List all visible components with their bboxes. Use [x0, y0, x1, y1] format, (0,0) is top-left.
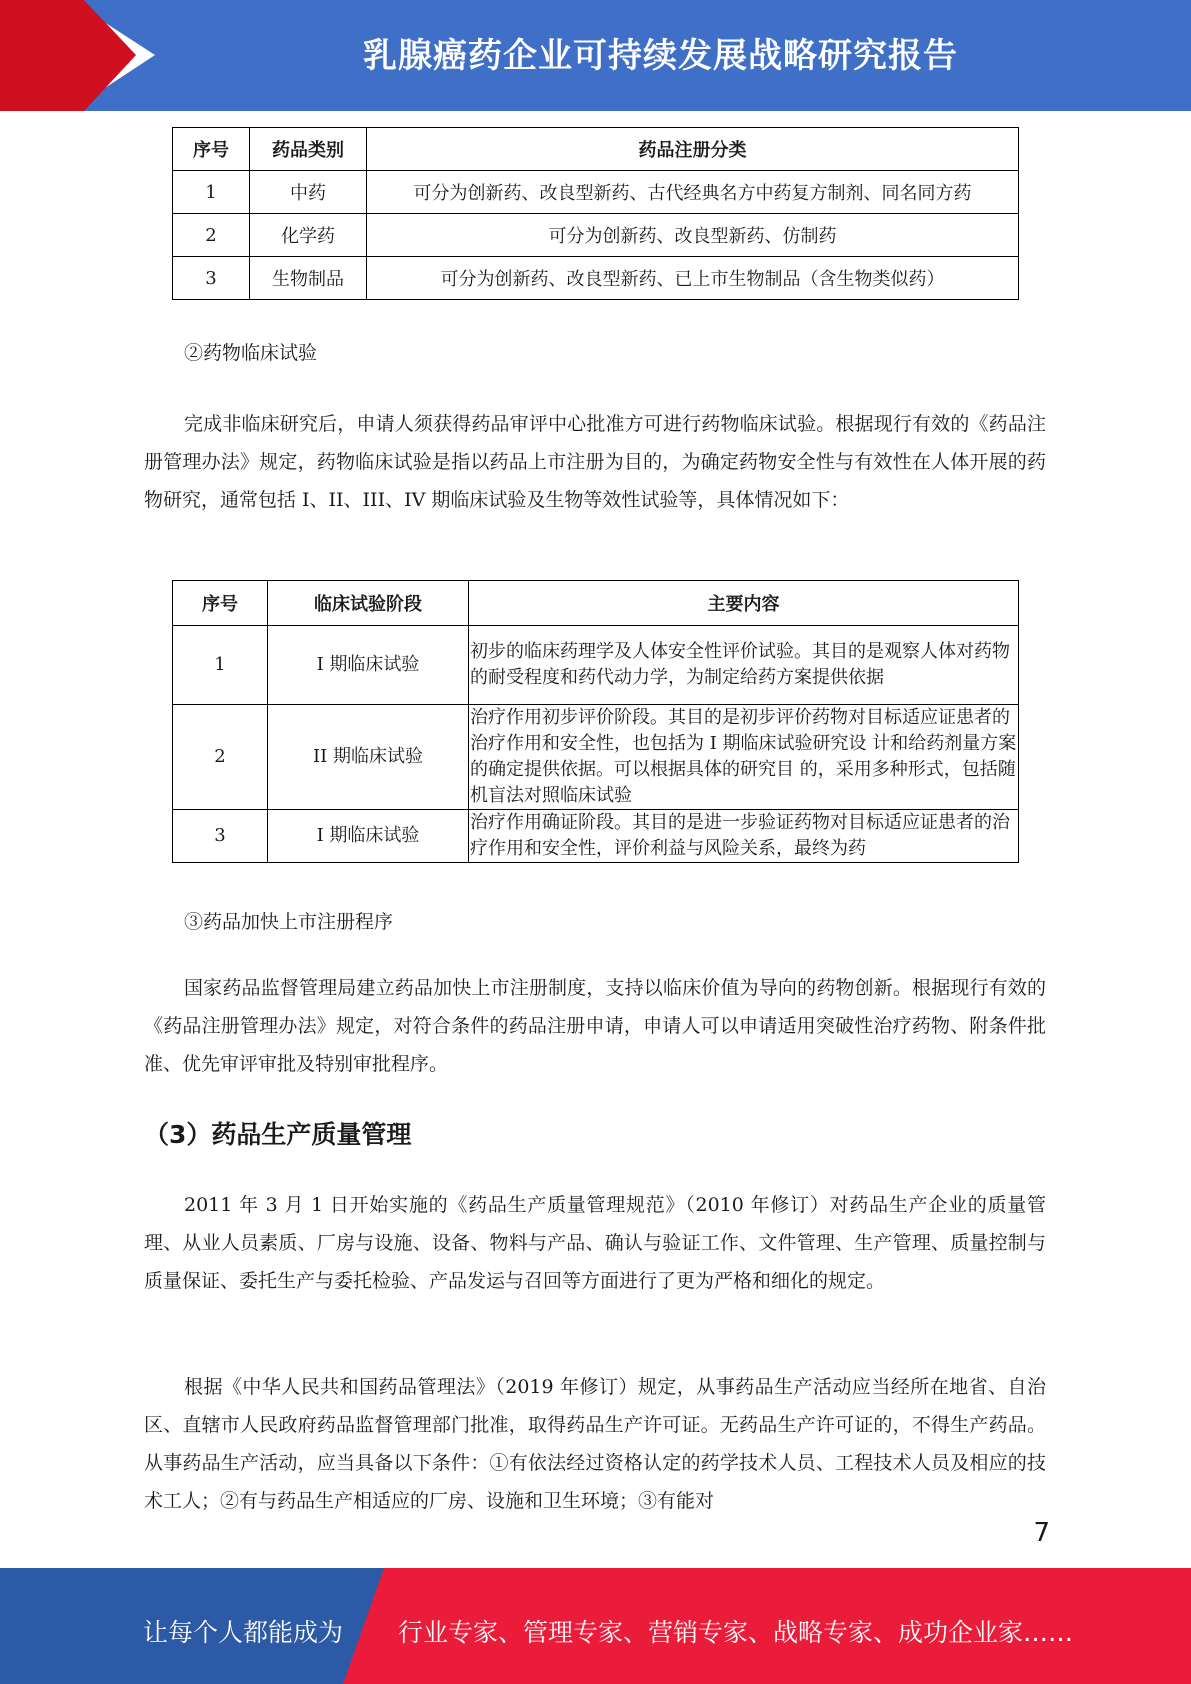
accelerated-registration-paragraph: 国家药品监督管理局建立药品加快上市注册制度，支持以临床价值为导向的药物创新。根据现行有效的《药品注册管理办法》规定，对符合条件的药品注册申请，申请人可以申请适用突破性治疗药物、附条件批准、优先审评审批及特别审批程序。 [144, 977, 1046, 1075]
table-cell: 2 [173, 705, 268, 810]
clinical-trial-heading: ②药物临床试验 [184, 342, 318, 364]
table-cell: 可分为创新药、改良型新药、仿制药 [367, 214, 1019, 257]
table-cell: 化学药 [250, 214, 367, 257]
table-cell: 中药 [250, 171, 367, 214]
table-cell: I 期临床试验 [268, 810, 469, 863]
drug-law-paragraph: 根据《中华人民共和国药品管理法》（2019 年修订）规定，从事药品生产活动应当经所在地省、自治区、直辖市人民政府药品监督管理部门批准，取得药品生产许可证。无药品生产许可证的，不得生产药品。从事药品生产活动，应当具备以下条件：①有依法经过资格认定的药学技术人员、工程技术人员及相应的技术工人；②有与药品生产相适应的厂房、设施和卫生环境；③有能对 [144, 1376, 1046, 1512]
footer-slogan-left: 让每个人都能成为 [143, 1618, 344, 1647]
table-row [173, 626, 1019, 705]
table-header-cell: 药品类别 [250, 128, 367, 171]
table-header-cell: 序号 [173, 128, 250, 171]
table-cell: 3 [173, 257, 250, 300]
table-header-cell: 临床试验阶段 [268, 581, 469, 626]
table-header-row [173, 128, 1019, 171]
gmp-paragraph: 2011 年 3 月 1 日开始实施的《药品生产质量管理规范》（2010 年修订）对药品生产企业的质量管理、从业人员素质、厂房与设施、设备、物料与产品、确认与验证工作、文件管理、生产管理、质量控制与质量保证、委托生产与委托检验、产品发运与召回等方面进行了更为严格和细化的规定。 [144, 1194, 1046, 1292]
table-cell: 3 [173, 810, 268, 863]
table-row [173, 214, 1019, 257]
table-header-cell: 药品注册分类 [367, 128, 1019, 171]
page-number: 7 [1033, 1518, 1050, 1548]
table-cell: 1 [173, 626, 268, 705]
page-header [0, 0, 1191, 111]
table-row [173, 810, 1019, 863]
table-cell: I 期临床试验 [268, 626, 469, 705]
accelerated-registration-heading: ③药品加快上市注册程序 [184, 911, 394, 933]
clinical-trial-paragraph: 完成非临床研究后，申请人须获得药品审评中心批准方可进行药物临床试验。根据现行有效的《药品注册管理办法》规定，药物临床试验是指以药品上市注册为目的，为确定药物安全性与有效性在人体开展的药物研究，通常包括 I、II、III、IV 期临床试验及生物等效性试验等，具体情况如下： [144, 413, 1046, 511]
table-cell: 初步的临床药理学及人体安全性评价试验。其目的是观察人体对药物的耐受程度和药代动力学，为制定给药方案提供依据 [469, 626, 1019, 705]
table-cell: 治疗作用确证阶段。其目的是进一步验证药物对目标适应证患者的治疗作用和安全性，评价利益与风险关系，最终为药 [469, 810, 1019, 863]
section-heading: （3）药品生产质量管理 [144, 1120, 412, 1149]
table-cell: 可分为创新药、改良型新药、古代经典名方中药复方制剂、同名同方药 [367, 171, 1019, 214]
table-cell: 生物制品 [250, 257, 367, 300]
drug-registration-table [172, 127, 1019, 300]
table-header-row [173, 581, 1019, 626]
table-cell: 治疗作用初步评价阶段。其目的是初步评价药物对目标适应证患者的治疗作用和安全性，也包括为 I 期临床试验研究设 计和给药剂量方案的确定提供依据。可以根据具体的研究目 的，采用多种形式，包括随机盲法对照临床试验 [469, 705, 1019, 810]
report-title: 乳腺癌药企业可持续发展战略研究报告 [363, 36, 958, 76]
table-row [173, 171, 1019, 214]
clinical-trial-table [172, 580, 1019, 863]
table-header-cell: 主要内容 [469, 581, 1019, 626]
table-cell: 2 [173, 214, 250, 257]
table-cell: 可分为创新药、改良型新药、已上市生物制品（含生物类似药） [367, 257, 1019, 300]
page-footer [0, 1568, 1191, 1684]
header-chevron [0, 0, 136, 111]
table-cell: II 期临床试验 [268, 705, 469, 810]
table-row [173, 257, 1019, 300]
footer-slogan-right: 行业专家、管理专家、营销专家、战略专家、成功企业家…… [398, 1618, 1074, 1647]
table-row [173, 705, 1019, 810]
table-header-cell: 序号 [173, 581, 268, 626]
table-cell: 1 [173, 171, 250, 214]
